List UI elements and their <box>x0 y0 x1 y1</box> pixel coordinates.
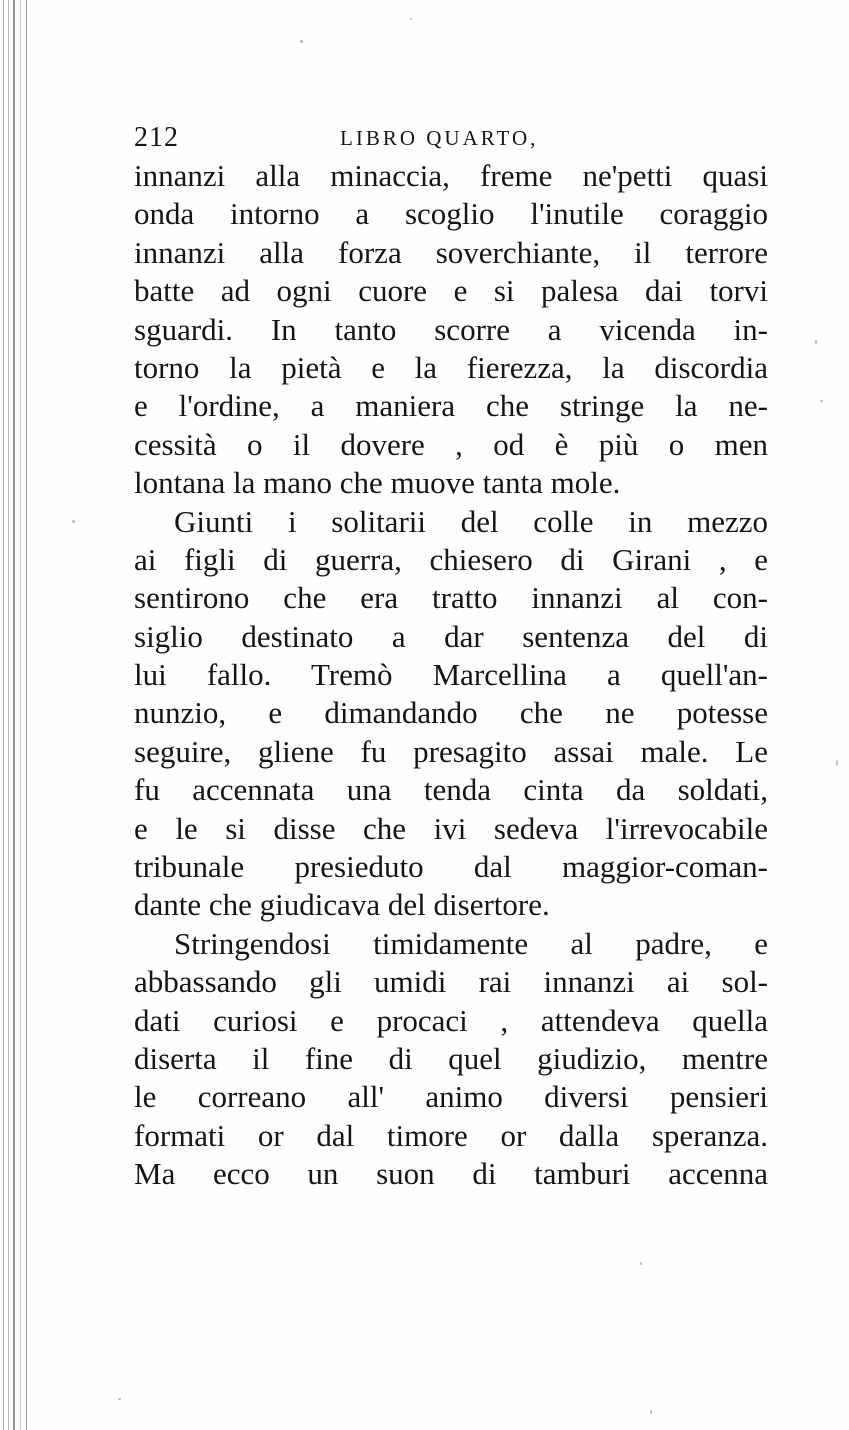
text-line: diserta il fine di quel giudizio, mentre <box>134 1040 768 1076</box>
scan-speck <box>410 18 412 20</box>
text-line: batte ad ogni cuore e si palesa dai torvi <box>134 273 768 309</box>
text-line: le correano all' animo diversi pensieri <box>134 1079 768 1115</box>
text-line: sentirono che era tratto innanzi al con- <box>134 580 768 616</box>
text-line: fu accennata una tenda cinta da soldati, <box>134 772 768 808</box>
binding-edge <box>0 0 36 1430</box>
text-line: lontana la mano che muove tanta mole. <box>134 465 621 501</box>
text-line: onda intorno a scoglio l'inutile coraggio <box>134 196 768 232</box>
running-head: LIBRO QUARTO, <box>340 126 539 150</box>
text-line: e le si disse che ivi sedeva l'irrevocabile <box>134 810 768 846</box>
text-line: abbassando gli umidi rai innanzi ai sol- <box>134 964 768 1000</box>
scan-speck <box>820 400 823 402</box>
scan-speck <box>72 520 75 523</box>
text-line: tribunale presieduto dal maggior-coman- <box>134 849 768 885</box>
page-header <box>134 122 774 158</box>
text-line: Ma ecco un suon di tamburi accenna <box>134 1156 768 1192</box>
text-line: siglio destinato a dar sentenza del di <box>134 618 768 654</box>
text-line: nunzio, e dimandando che ne potesse <box>134 695 768 731</box>
scan-speck <box>815 340 817 344</box>
text-line: seguire, gliene fu presagito assai male. Le <box>134 733 768 769</box>
text-line: ai figli di guerra, chiesero di Girani , e <box>134 541 768 577</box>
scan-speck <box>300 40 303 43</box>
scan-speck <box>650 1410 652 1414</box>
text-line: lui fallo. Tremò Marcellina a quell'an- <box>134 657 768 693</box>
paragraph-first-line: Giunti i solitarii del colle in mezzo <box>174 503 768 539</box>
body-text <box>134 157 768 1194</box>
scan-speck <box>640 1262 642 1265</box>
text-line: dante che giudicava del disertore. <box>134 887 550 923</box>
text-line: torno la pietà e la fierezza, la discordia <box>134 349 768 385</box>
text-line: e l'ordine, a maniera che stringe la ne- <box>134 388 768 424</box>
scan-speck <box>118 1398 121 1400</box>
text-line: sguardi. In tanto scorre a vicenda in- <box>134 311 768 347</box>
paragraph-first-line: Stringendosi timidamente al padre, e <box>174 925 768 961</box>
text-line: dati curiosi e procaci , attendeva quella <box>134 1002 768 1038</box>
text-line: cessità o il dovere , od è più o men <box>134 426 768 462</box>
text-line: innanzi alla minaccia, freme ne'petti quasi <box>134 158 768 193</box>
page-number: 212 <box>134 122 179 153</box>
scan-speck <box>836 760 838 766</box>
text-line: formati or dal timore or dalla speranza. <box>134 1117 768 1153</box>
text-line: innanzi alla forza soverchiante, il terrore <box>134 234 768 270</box>
